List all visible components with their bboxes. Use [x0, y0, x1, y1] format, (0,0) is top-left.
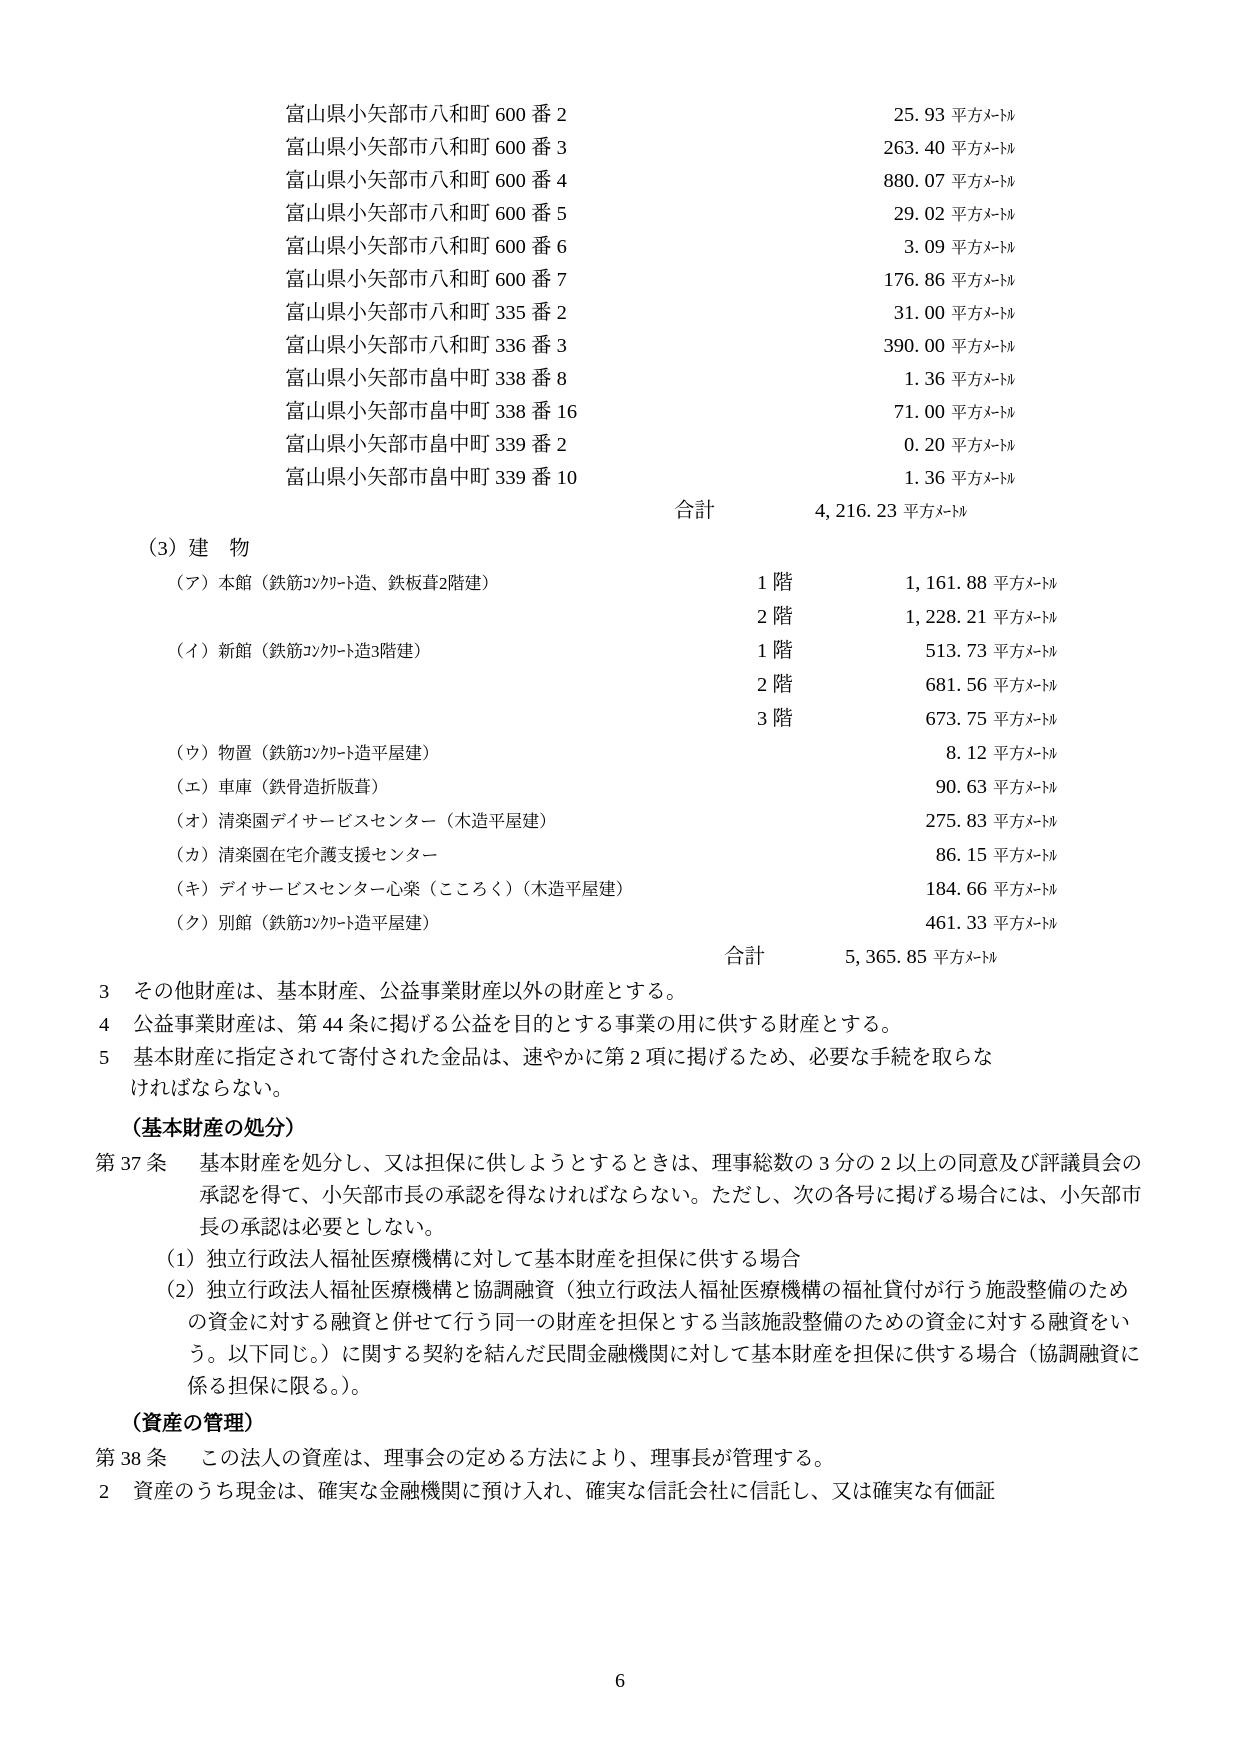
building-unit: 平方ﾒｰﾄﾙ	[993, 882, 1058, 899]
building-label: （キ）デイサービスセンター心楽（こころく）（木造平屋建）	[167, 880, 633, 899]
building-unit: 平方ﾒｰﾄﾙ	[993, 576, 1058, 593]
parcel-address: 富山県小矢部市畠中町 339 番 10	[285, 467, 578, 489]
building-area: 8. 12	[946, 742, 987, 764]
table-row	[95, 463, 1145, 496]
table-row	[95, 133, 1145, 166]
article-38	[95, 1444, 1145, 1476]
building-unit: 平方ﾒｰﾄﾙ	[993, 712, 1058, 729]
land-total-row	[95, 496, 1145, 530]
parcel-area: 71. 00	[893, 401, 945, 423]
building-area: 1, 161. 88	[905, 572, 987, 594]
parcel-area: 390. 00	[883, 335, 945, 357]
paragraph-number: 2	[99, 1481, 110, 1504]
parcel-area: 29. 02	[893, 203, 945, 225]
table-row	[95, 874, 1145, 908]
table-row	[95, 100, 1145, 133]
building-floor: 2 階	[757, 606, 793, 628]
land-parcel-list	[95, 100, 1145, 496]
parcel-area: 880. 07	[883, 170, 945, 192]
paragraph-number: 3	[99, 981, 110, 1003]
table-row	[95, 298, 1145, 331]
building-unit: 平方ﾒｰﾄﾙ	[993, 610, 1058, 627]
building-floor: 1 階	[757, 572, 793, 594]
building-area: 275. 83	[925, 810, 987, 832]
article-37-item-2: （2）独立行政法人福祉医療機構と協調融資（独立行政法人福祉医療機構の福祉貸付が行う施設整備のための資金に対する融資と併せて行う同一の財産を担保とする当該施設整備のための資金に対する融資をいう。以下同じ。）に関する契約を結んだ民間金融機関に対して基本財産を担保に供する場合（協調融資に係る担保に限る。）。	[155, 1280, 1141, 1398]
table-row	[95, 772, 1145, 806]
article-38-paragraph-2	[95, 1477, 1145, 1509]
building-area: 184. 66	[925, 878, 987, 900]
building-floor: 2 階	[757, 674, 793, 696]
table-row	[95, 908, 1145, 942]
parcel-address: 富山県小矢部市畠中町 338 番 8	[285, 368, 567, 390]
building-unit: 平方ﾒｰﾄﾙ	[993, 916, 1058, 933]
paragraph-number: 4	[99, 1013, 110, 1036]
table-row	[95, 199, 1145, 232]
article-37	[95, 1149, 1145, 1244]
building-floor: 3 階	[757, 708, 793, 730]
parcel-address: 富山県小矢部市八和町 600 番 2	[285, 104, 567, 126]
building-area: 1, 228. 21	[905, 606, 987, 628]
article-38-number: 第 38 条	[95, 1448, 167, 1471]
building-unit: 平方ﾒｰﾄﾙ	[993, 780, 1058, 797]
article-37-title: （基本財産の処分）	[121, 1118, 306, 1141]
parcel-area: 31. 00	[893, 302, 945, 324]
table-row	[95, 232, 1145, 265]
building-label: （ウ）物置（鉄筋ｺﾝｸﾘｰﾄ造平屋建）	[167, 744, 439, 763]
table-row	[95, 602, 1145, 636]
parcel-address: 富山県小矢部市畠中町 339 番 2	[285, 434, 567, 456]
parcel-unit: 平方ﾒｰﾄﾙ	[951, 174, 1016, 191]
paragraph-text: 公益事業財産は、第 44 条に掲げる公益を目的とする事業の用に供する財産とする。	[133, 1013, 902, 1036]
parcel-address: 富山県小矢部市八和町 600 番 6	[285, 236, 567, 258]
paragraph-text: その他財産は、基本財産、公益事業財産以外の財産とする。	[133, 981, 687, 1003]
paragraph-5	[95, 1043, 1145, 1075]
table-row	[95, 397, 1145, 430]
parcel-unit: 平方ﾒｰﾄﾙ	[951, 273, 1016, 290]
page-number: 6	[615, 1670, 625, 1692]
building-area: 461. 33	[925, 912, 987, 934]
parcel-area: 263. 40	[883, 137, 945, 159]
parcel-area: 25. 93	[893, 104, 945, 126]
building-area: 86. 15	[935, 844, 987, 866]
building-unit: 平方ﾒｰﾄﾙ	[993, 814, 1058, 831]
paragraph-text: 資産のうち現金は、確実な金融機関に預け入れ、確実な信託会社に信託し、又は確実な有価証	[133, 1481, 996, 1504]
paragraph-4	[95, 1010, 1145, 1042]
article-38-body: この法人の資産は、理事会の定める方法により、理事長が管理する。	[199, 1448, 835, 1471]
building-label: （イ）新館（鉄筋ｺﾝｸﾘｰﾄ造3階建）	[167, 642, 431, 661]
building-label: （ア）本館（鉄筋ｺﾝｸﾘｰﾄ造、鉄板葺2階建）	[167, 574, 499, 593]
parcel-address: 富山県小矢部市八和町 336 番 3	[285, 335, 567, 357]
building-list	[95, 568, 1145, 942]
paragraph-3	[95, 977, 1145, 1009]
building-total-row	[95, 942, 1145, 976]
table-row	[95, 331, 1145, 364]
parcel-address: 富山県小矢部市畠中町 338 番 16	[285, 401, 578, 423]
document-body	[95, 100, 1145, 1509]
table-row	[95, 704, 1145, 738]
building-area: 513. 73	[925, 640, 987, 662]
parcel-area: 3. 09	[904, 236, 945, 258]
building-label: （エ）車庫（鉄骨造折版葺）	[167, 778, 388, 797]
parcel-unit: 平方ﾒｰﾄﾙ	[951, 108, 1016, 125]
paragraph-number: 5	[99, 1046, 110, 1069]
land-total-unit: 平方ﾒｰﾄﾙ	[903, 504, 968, 521]
parcel-unit: 平方ﾒｰﾄﾙ	[951, 471, 1016, 488]
table-row	[95, 636, 1145, 670]
building-section-heading: （3）建 物	[137, 538, 250, 560]
parcel-unit: 平方ﾒｰﾄﾙ	[951, 372, 1016, 389]
building-unit: 平方ﾒｰﾄﾙ	[993, 746, 1058, 763]
paragraph-5-continued: ければならない。	[129, 1078, 293, 1101]
building-area: 673. 75	[925, 708, 987, 730]
building-unit: 平方ﾒｰﾄﾙ	[993, 848, 1058, 865]
table-row	[95, 738, 1145, 772]
building-area: 90. 63	[935, 776, 987, 798]
table-row	[95, 166, 1145, 199]
land-total-value: 4, 216. 23	[815, 500, 897, 522]
building-total-label: 合計	[724, 946, 765, 968]
building-unit: 平方ﾒｰﾄﾙ	[993, 678, 1058, 695]
parcel-address: 富山県小矢部市八和町 600 番 5	[285, 203, 567, 225]
table-row	[95, 840, 1145, 874]
table-row	[95, 430, 1145, 463]
land-total-label: 合計	[674, 500, 715, 522]
parcel-unit: 平方ﾒｰﾄﾙ	[951, 438, 1016, 455]
table-row	[95, 364, 1145, 397]
building-unit: 平方ﾒｰﾄﾙ	[993, 644, 1058, 661]
parcel-area: 176. 86	[883, 269, 945, 291]
table-row	[95, 265, 1145, 298]
parcel-address: 富山県小矢部市八和町 335 番 2	[285, 302, 567, 324]
building-total-value: 5, 365. 85	[845, 946, 927, 968]
parcel-area: 1. 36	[904, 467, 945, 489]
parcel-unit: 平方ﾒｰﾄﾙ	[951, 240, 1016, 257]
parcel-unit: 平方ﾒｰﾄﾙ	[951, 339, 1016, 356]
parcel-unit: 平方ﾒｰﾄﾙ	[951, 207, 1016, 224]
building-label: （カ）清楽園在宅介護支援センター	[167, 846, 439, 865]
parcel-area: 1. 36	[904, 368, 945, 390]
table-row	[95, 806, 1145, 840]
building-label: （ク）別館（鉄筋ｺﾝｸﾘｰﾄ造平屋建）	[167, 914, 439, 933]
parcel-unit: 平方ﾒｰﾄﾙ	[951, 141, 1016, 158]
article-37-item-1: （1）独立行政法人福祉医療機構に対して基本財産を担保に供する場合	[155, 1248, 801, 1271]
parcel-unit: 平方ﾒｰﾄﾙ	[951, 306, 1016, 323]
parcel-unit: 平方ﾒｰﾄﾙ	[951, 405, 1016, 422]
table-row	[95, 568, 1145, 602]
paragraph-text: 基本財産に指定されて寄付された金品は、速やかに第 2 項に掲げるため、必要な手続を取らな	[133, 1046, 994, 1069]
building-total-unit: 平方ﾒｰﾄﾙ	[933, 950, 998, 967]
article-37-body: 基本財産を処分し、又は担保に供しようとするときは、理事総数の 3 分の 2 以上の同意及び評議員会の承認を得て、小矢部市長の承認を得なければならない。ただし、次の各号に掲げる場合には、小矢部市長の承認は必要としない。	[199, 1153, 1142, 1239]
building-floor: 1 階	[757, 640, 793, 662]
parcel-address: 富山県小矢部市八和町 600 番 4	[285, 170, 567, 192]
parcel-address: 富山県小矢部市八和町 600 番 3	[285, 137, 567, 159]
article-37-number: 第 37 条	[95, 1153, 167, 1176]
parcel-address: 富山県小矢部市八和町 600 番 7	[285, 269, 567, 291]
table-row	[95, 670, 1145, 704]
article-38-title: （資産の管理）	[121, 1413, 265, 1436]
building-area: 681. 56	[925, 674, 987, 696]
parcel-area: 0. 20	[904, 434, 945, 456]
building-label: （オ）清楽園デイサービスセンター（木造平屋建）	[167, 812, 557, 831]
